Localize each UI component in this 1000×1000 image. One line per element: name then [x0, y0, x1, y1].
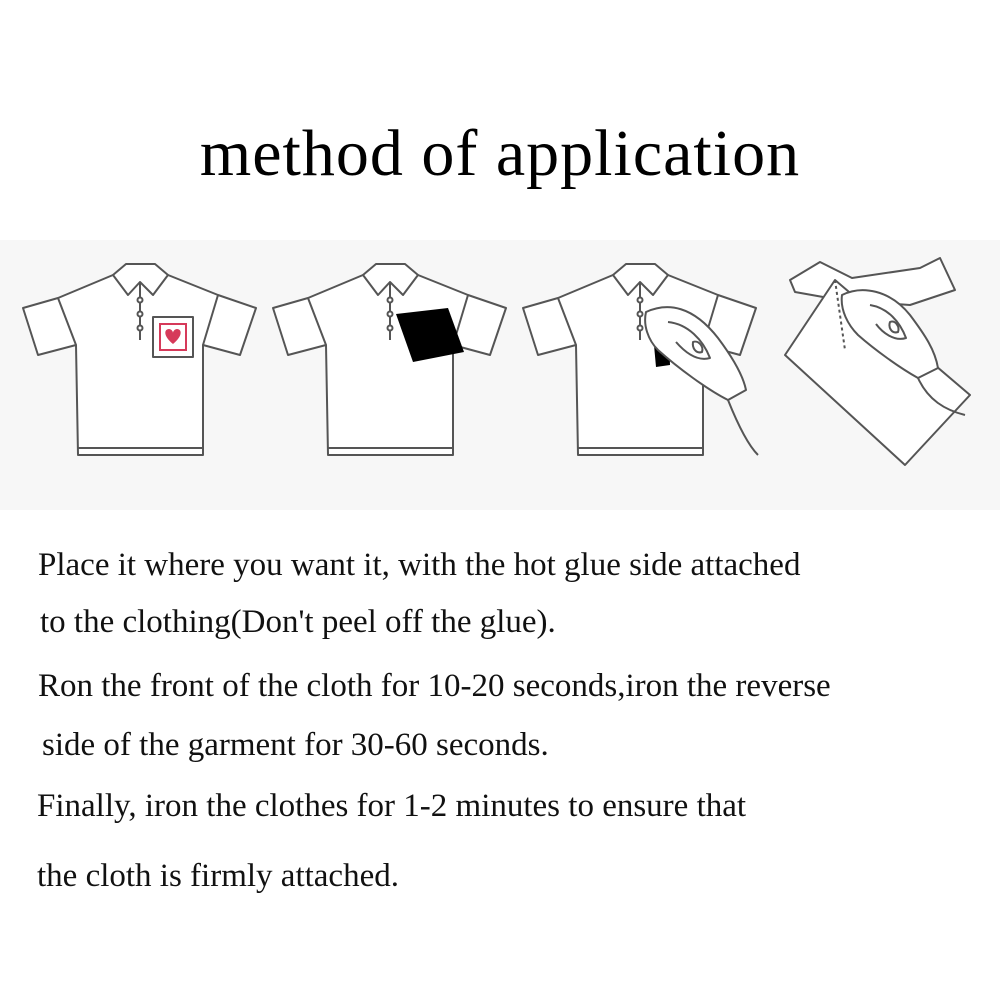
step-1-shirt-with-patch: [18, 250, 263, 480]
shirt-illustration: [18, 250, 263, 480]
folded-garment-illustration: [780, 250, 995, 480]
shirt-illustration: [268, 250, 513, 480]
step-3-iron-front: [518, 250, 763, 480]
instruction-line: the cloth is firmly attached.: [37, 858, 399, 894]
step-4-iron-reverse: [780, 250, 995, 480]
instruction-line: Place it where you want it, with the hot glue side attached: [38, 547, 801, 583]
instruction-line: Finally, iron the clothes for 1-2 minutes to ensure that: [37, 788, 747, 824]
step-2-place-patch: [268, 250, 513, 480]
page-title: method of application: [199, 117, 801, 190]
instruction-line: side of the garment for 30-60 seconds.: [42, 727, 549, 763]
instruction-line: to the clothing(Don't peel off the glue).: [40, 604, 556, 640]
shirt-illustration: [518, 250, 763, 480]
instruction-line: Ron the front of the cloth for 10-20 seconds,iron the reverse: [38, 668, 831, 704]
